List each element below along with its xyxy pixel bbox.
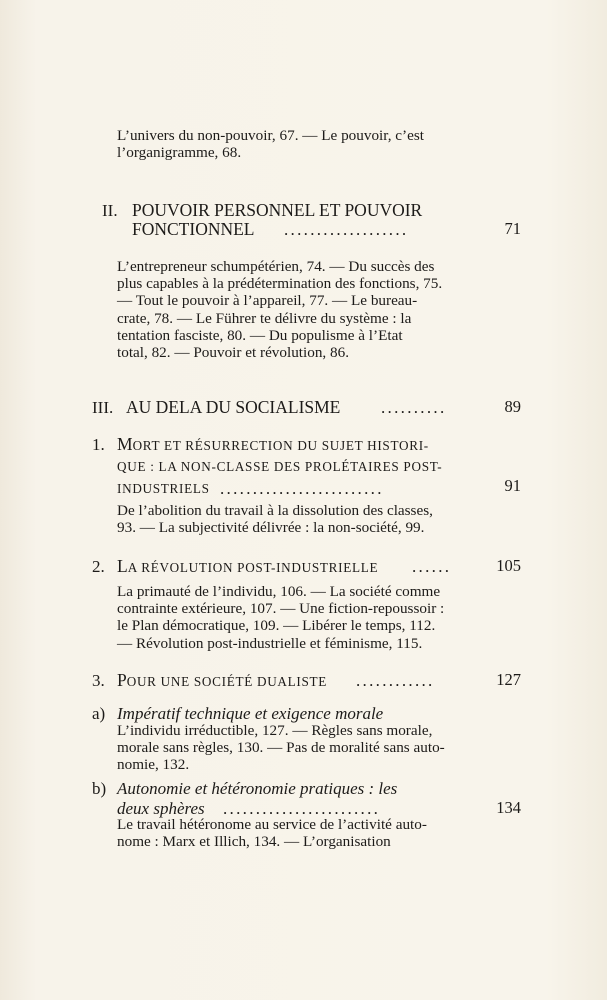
chapter-1-description bbox=[117, 502, 474, 536]
subsection-title: Impératif technique et exigence morale bbox=[117, 704, 384, 723]
text-line: contrainte extérieure, 107. — Une fiction-repoussoir : bbox=[117, 600, 445, 618]
text-line: Le travail hétéronome au service de l’activité auto- bbox=[117, 816, 427, 833]
section-number: III. bbox=[92, 398, 114, 417]
text-line: l’organigramme, 68. bbox=[117, 144, 242, 162]
section-ii-description bbox=[117, 258, 474, 361]
title-text: ORT ET RÉSURRECTION DU SUJET HISTORI- bbox=[132, 438, 429, 453]
title-initial: M bbox=[117, 434, 133, 454]
intro-description bbox=[117, 127, 474, 161]
leader-dots: ............ bbox=[356, 671, 435, 690]
chapter-title bbox=[117, 434, 429, 456]
chapter-title bbox=[117, 670, 327, 692]
leader-dots: ........................ bbox=[223, 799, 381, 818]
page-number: 71 bbox=[504, 219, 521, 238]
text-line: crate, 78. — Le Führer te délivre du système : la bbox=[117, 309, 412, 327]
chapter-title bbox=[117, 556, 378, 578]
subsection-title: Autonomie et hétéronomie pratiques : les bbox=[117, 779, 398, 798]
chapter-number: 2. bbox=[92, 557, 105, 576]
page-number: 105 bbox=[496, 556, 521, 575]
section-number: II. bbox=[102, 201, 118, 220]
chapter-number: 3. bbox=[92, 671, 105, 690]
leader-dots: .......... bbox=[381, 398, 447, 417]
subsection-label: b) bbox=[92, 779, 107, 798]
text-line: le Plan démocratique, 109. — Libérer le temps, 112. bbox=[117, 617, 436, 635]
chapter-title-continued: QUE : LA NON-CLASSE DES PROLÉTAIRES POST- bbox=[117, 459, 443, 474]
text-line: L’univers du non-pouvoir, 67. — Le pouvoir, c’est bbox=[117, 127, 424, 144]
text-line: De l’abolition du travail à la dissolution des classes, bbox=[117, 502, 433, 519]
chapter-title-continued: INDUSTRIELS bbox=[117, 481, 210, 496]
chapter-number: 1. bbox=[92, 435, 105, 454]
section-title-continued: FONCTIONNEL bbox=[132, 219, 255, 239]
text-line: nomie, 132. bbox=[117, 756, 190, 774]
title-initial: L bbox=[117, 556, 128, 576]
text-line: morale sans règles, 130. — Pas de moralité sans auto- bbox=[117, 739, 445, 757]
text-line: La primauté de l’individu, 106. — La société comme bbox=[117, 583, 441, 600]
title-initial: P bbox=[117, 670, 127, 690]
text-line: tentation fasciste, 80. — Du populisme à l’Etat bbox=[117, 326, 403, 344]
title-text: A RÉVOLUTION POST-INDUSTRIELLE bbox=[127, 560, 379, 575]
leader-dots: ...... bbox=[412, 557, 452, 576]
text-line: L’entrepreneur schumpétérien, 74. — Du succès des bbox=[117, 258, 435, 275]
text-line: total, 82. — Pouvoir et révolution, 86. bbox=[117, 344, 350, 362]
text-line: nome : Marx et Illich, 134. — L’organisation bbox=[117, 833, 391, 851]
text-line: L’individu irréductible, 127. — Règles sans morale, bbox=[117, 722, 433, 739]
text-line: — Révolution post-industrielle et féminisme, 115. bbox=[117, 634, 423, 652]
section-title: AU DELA DU SOCIALISME bbox=[126, 397, 341, 417]
subsection-a-description bbox=[117, 722, 474, 774]
chapter-2-description bbox=[117, 583, 474, 652]
text-line: — Tout le pouvoir à l’appareil, 77. — Le bureau- bbox=[117, 292, 418, 310]
text-line: 93. — La subjectivité délivrée : la non-société, 99. bbox=[117, 519, 425, 537]
section-title: POUVOIR PERSONNEL ET POUVOIR bbox=[132, 200, 423, 220]
subsection-title-continued: deux sphères bbox=[117, 799, 205, 818]
title-text: OUR UNE SOCIÉTÉ DUALISTE bbox=[126, 674, 328, 689]
page-number: 127 bbox=[496, 670, 521, 689]
leader-dots: ................... bbox=[284, 220, 409, 239]
leader-dots: ......................... bbox=[220, 479, 384, 498]
text-line: plus capables à la prédétermination des fonctions, 75. bbox=[117, 275, 443, 293]
page-number: 91 bbox=[504, 476, 521, 495]
subsection-label: a) bbox=[92, 704, 106, 723]
subsection-b-description bbox=[117, 816, 474, 850]
page-number: 134 bbox=[496, 798, 521, 817]
page-number: 89 bbox=[504, 397, 521, 416]
